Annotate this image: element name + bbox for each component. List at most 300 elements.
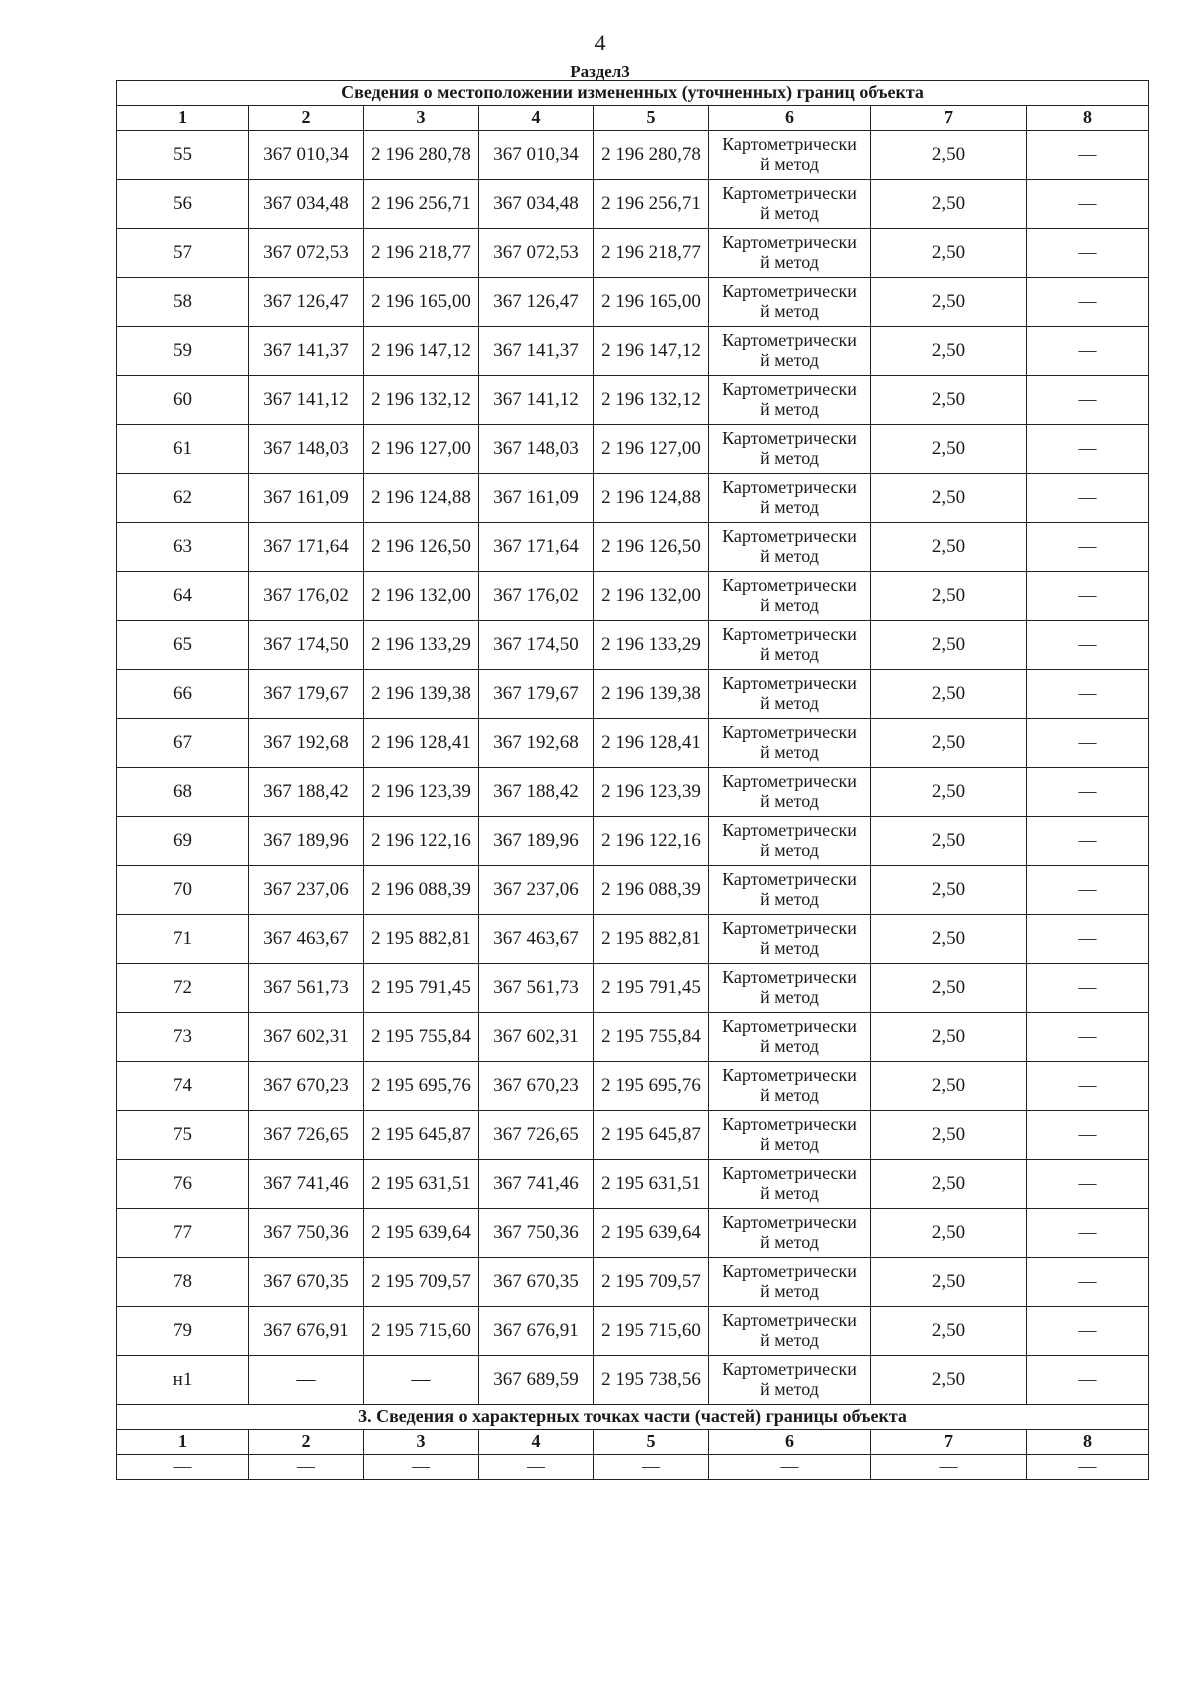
section-3-title: 3. Сведения о характерных точках части (частей) границы объекта — [117, 1405, 1149, 1430]
table-cell: 2 196 147,12 — [594, 327, 709, 376]
column-header: 6 — [709, 1430, 871, 1455]
table-cell: 2 196 133,29 — [364, 621, 479, 670]
method-cell — [709, 572, 871, 621]
table-cell: 68 — [117, 768, 249, 817]
method-cell — [709, 1307, 871, 1356]
method-line-2: й метод — [760, 350, 819, 370]
table-cell: 71 — [117, 915, 249, 964]
method-line-1: Картометрически — [722, 722, 857, 743]
method-line-2: й метод — [760, 1134, 819, 1154]
table-cell: 2 196 280,78 — [594, 131, 709, 180]
method-cell — [709, 1062, 871, 1111]
method-cell — [709, 670, 871, 719]
method-line-1: Картометрически — [722, 330, 857, 351]
table-cell: — — [1027, 523, 1149, 572]
method-line-2: й метод — [760, 1232, 819, 1252]
table-cell: 76 — [117, 1160, 249, 1209]
table-cell: 2 196 139,38 — [364, 670, 479, 719]
method-line-2: й метод — [760, 448, 819, 468]
table-cell: 2 195 738,56 — [594, 1356, 709, 1405]
table-cell: 79 — [117, 1307, 249, 1356]
table-cell: 57 — [117, 229, 249, 278]
method-line-2: й метод — [760, 252, 819, 272]
table-cell: 56 — [117, 180, 249, 229]
table-row — [117, 1111, 1149, 1160]
column-header: 2 — [249, 106, 364, 131]
method-line-2: й метод — [760, 595, 819, 615]
table-cell: 78 — [117, 1258, 249, 1307]
table-cell: — — [364, 1455, 479, 1480]
table-cell: 2 196 127,00 — [594, 425, 709, 474]
table-cell: — — [1027, 474, 1149, 523]
table-cell: 60 — [117, 376, 249, 425]
boundary-table — [116, 80, 1149, 1480]
table-cell: 2,50 — [871, 425, 1027, 474]
table-row — [117, 327, 1149, 376]
table-row — [117, 180, 1149, 229]
table-cell: — — [1027, 719, 1149, 768]
table-cell: 367 192,68 — [479, 719, 594, 768]
table-cell: 74 — [117, 1062, 249, 1111]
table-cell: 367 237,06 — [249, 866, 364, 915]
method-line-1: Картометрически — [722, 1310, 857, 1331]
table-row — [117, 964, 1149, 1013]
column-header: 1 — [117, 1430, 249, 1455]
table-row — [117, 425, 1149, 474]
table-cell: 367 141,12 — [479, 376, 594, 425]
table-cell: — — [1027, 915, 1149, 964]
table-cell: 2 195 631,51 — [594, 1160, 709, 1209]
table-row — [117, 719, 1149, 768]
table-cell: 367 188,42 — [249, 768, 364, 817]
table-cell: 2,50 — [871, 915, 1027, 964]
table-cell: 367 171,64 — [249, 523, 364, 572]
method-line-1: Картометрически — [722, 379, 857, 400]
method-cell — [709, 915, 871, 964]
table-cell: 367 670,23 — [479, 1062, 594, 1111]
table-cell: 2 195 709,57 — [594, 1258, 709, 1307]
table-row — [117, 131, 1149, 180]
table-row — [117, 474, 1149, 523]
method-cell — [709, 866, 871, 915]
table-cell: 2 196 218,77 — [364, 229, 479, 278]
method-cell — [709, 278, 871, 327]
column-header: 2 — [249, 1430, 364, 1455]
table-title: Сведения о местоположении измененных (уточненных) границ объекта — [117, 81, 1149, 106]
table-cell: 2 196 132,00 — [364, 572, 479, 621]
method-line-2: й метод — [760, 546, 819, 566]
method-line-2: й метод — [760, 987, 819, 1007]
method-cell — [709, 376, 871, 425]
table-cell: — — [709, 1455, 871, 1480]
method-cell — [709, 474, 871, 523]
table-cell: — — [594, 1455, 709, 1480]
column-header: 6 — [709, 106, 871, 131]
method-cell — [709, 131, 871, 180]
table-cell: 367 126,47 — [479, 278, 594, 327]
table-cell: 2 195 639,64 — [594, 1209, 709, 1258]
table-cell: 2,50 — [871, 474, 1027, 523]
table-cell: 2 196 280,78 — [364, 131, 479, 180]
table-cell: 2 195 645,87 — [364, 1111, 479, 1160]
table-cell: 64 — [117, 572, 249, 621]
table-cell: 66 — [117, 670, 249, 719]
method-cell — [709, 523, 871, 572]
table-row — [117, 670, 1149, 719]
method-line-2: й метод — [760, 1036, 819, 1056]
table-cell: 2 196 127,00 — [364, 425, 479, 474]
table-cell: — — [1027, 1062, 1149, 1111]
table-cell: — — [1027, 1258, 1149, 1307]
table-cell: 367 010,34 — [249, 131, 364, 180]
table-cell: 2 195 755,84 — [594, 1013, 709, 1062]
method-line-1: Картометрически — [722, 1261, 857, 1282]
table-cell: 2,50 — [871, 327, 1027, 376]
section-3-title-row — [117, 1405, 1149, 1430]
table-cell: 2,50 — [871, 621, 1027, 670]
table-cell: 367 741,46 — [479, 1160, 594, 1209]
method-line-1: Картометрически — [722, 820, 857, 841]
method-line-1: Картометрически — [722, 183, 857, 204]
table-cell: — — [1027, 1160, 1149, 1209]
method-line-1: Картометрически — [722, 526, 857, 547]
table-cell: 2 195 645,87 — [594, 1111, 709, 1160]
method-cell — [709, 817, 871, 866]
table-cell: 2,50 — [871, 1013, 1027, 1062]
table-row — [117, 1356, 1149, 1405]
method-line-1: Картометрически — [722, 1163, 857, 1184]
table-cell: 367 561,73 — [249, 964, 364, 1013]
table-body — [117, 81, 1149, 1480]
method-line-1: Картометрически — [722, 1359, 857, 1380]
method-cell — [709, 1111, 871, 1160]
table-cell: 59 — [117, 327, 249, 376]
table-row — [117, 1258, 1149, 1307]
table-cell: 2 196 123,39 — [594, 768, 709, 817]
method-cell — [709, 1160, 871, 1209]
table-cell: 2 196 122,16 — [364, 817, 479, 866]
table-cell: н1 — [117, 1356, 249, 1405]
table-cell: 2,50 — [871, 1160, 1027, 1209]
method-line-1: Картометрически — [722, 673, 857, 694]
table-cell: 367 072,53 — [479, 229, 594, 278]
table-cell: 2 195 882,81 — [364, 915, 479, 964]
table-cell: — — [1027, 278, 1149, 327]
table-cell: — — [1027, 817, 1149, 866]
table-cell: 67 — [117, 719, 249, 768]
column-header: 8 — [1027, 106, 1149, 131]
table-cell: — — [1027, 621, 1149, 670]
table-cell: 2,50 — [871, 1258, 1027, 1307]
table-cell: 2,50 — [871, 376, 1027, 425]
table-cell: — — [1027, 964, 1149, 1013]
method-line-1: Картометрически — [722, 771, 857, 792]
column-header: 7 — [871, 106, 1027, 131]
table-cell: — — [1027, 131, 1149, 180]
table-row — [117, 915, 1149, 964]
table-cell: — — [1027, 768, 1149, 817]
table-cell: 367 148,03 — [479, 425, 594, 474]
method-line-1: Картометрически — [722, 1065, 857, 1086]
method-line-2: й метод — [760, 1085, 819, 1105]
table-cell: 367 176,02 — [249, 572, 364, 621]
table-cell: 367 161,09 — [479, 474, 594, 523]
table-cell: 367 670,35 — [479, 1258, 594, 1307]
table-cell: 55 — [117, 131, 249, 180]
table-row — [117, 817, 1149, 866]
method-line-2: й метод — [760, 1183, 819, 1203]
table-cell: 367 602,31 — [479, 1013, 594, 1062]
method-line-2: й метод — [760, 203, 819, 223]
table-cell: 77 — [117, 1209, 249, 1258]
table-cell: 367 010,34 — [479, 131, 594, 180]
method-line-2: й метод — [760, 644, 819, 664]
table-cell: 2,50 — [871, 1111, 1027, 1160]
table-cell: 73 — [117, 1013, 249, 1062]
table-cell: 2 195 695,76 — [594, 1062, 709, 1111]
table-cell: — — [249, 1356, 364, 1405]
method-line-2: й метод — [760, 889, 819, 909]
table-cell: 2,50 — [871, 131, 1027, 180]
table-cell: 2 196 165,00 — [364, 278, 479, 327]
table-cell: 367 189,96 — [479, 817, 594, 866]
table-cell: 367 670,35 — [249, 1258, 364, 1307]
column-header: 3 — [364, 1430, 479, 1455]
method-line-2: й метод — [760, 497, 819, 517]
table-cell: 72 — [117, 964, 249, 1013]
table-cell: — — [117, 1455, 249, 1480]
method-line-1: Картометрически — [722, 624, 857, 645]
table-cell: 2 195 639,64 — [364, 1209, 479, 1258]
table-cell: — — [871, 1455, 1027, 1480]
table-cell: 367 171,64 — [479, 523, 594, 572]
table-cell: 367 726,65 — [479, 1111, 594, 1160]
table-row — [117, 523, 1149, 572]
table-cell: 2 196 256,71 — [594, 180, 709, 229]
table-cell: 2 195 715,60 — [364, 1307, 479, 1356]
table-row — [117, 621, 1149, 670]
method-cell — [709, 768, 871, 817]
table-cell: 2,50 — [871, 866, 1027, 915]
table-row — [117, 1455, 1149, 1480]
table-cell: 2 195 791,45 — [594, 964, 709, 1013]
table-cell: 63 — [117, 523, 249, 572]
method-line-2: й метод — [760, 1281, 819, 1301]
table-cell: 2 196 133,29 — [594, 621, 709, 670]
table-title-row — [117, 81, 1149, 106]
method-line-1: Картометрически — [722, 1016, 857, 1037]
method-cell — [709, 1258, 871, 1307]
table-cell: 2,50 — [871, 817, 1027, 866]
table-cell: 70 — [117, 866, 249, 915]
table-cell: 2 196 088,39 — [594, 866, 709, 915]
table-cell: 367 602,31 — [249, 1013, 364, 1062]
table-cell: 2 196 147,12 — [364, 327, 479, 376]
table-row — [117, 1062, 1149, 1111]
table-row — [117, 1307, 1149, 1356]
table-cell: — — [1027, 866, 1149, 915]
method-cell — [709, 1356, 871, 1405]
table-cell: — — [249, 1455, 364, 1480]
table-cell: — — [1027, 180, 1149, 229]
column-header: 5 — [594, 1430, 709, 1455]
method-line-2: й метод — [760, 154, 819, 174]
table-cell: 61 — [117, 425, 249, 474]
table-cell: 2 196 132,00 — [594, 572, 709, 621]
table-cell: 2,50 — [871, 1209, 1027, 1258]
table-cell: — — [1027, 1209, 1149, 1258]
table-cell: 2,50 — [871, 719, 1027, 768]
table-cell: 367 034,48 — [249, 180, 364, 229]
table-cell: — — [1027, 1455, 1149, 1480]
method-line-1: Картометрически — [722, 575, 857, 596]
table-row — [117, 278, 1149, 327]
table-cell: 367 034,48 — [479, 180, 594, 229]
table-cell: 65 — [117, 621, 249, 670]
method-line-1: Картометрически — [722, 232, 857, 253]
column-header: 7 — [871, 1430, 1027, 1455]
method-cell — [709, 621, 871, 670]
table-row — [117, 768, 1149, 817]
method-cell — [709, 1013, 871, 1062]
table-row — [117, 1160, 1149, 1209]
table-cell: 367 141,12 — [249, 376, 364, 425]
column-header-row — [117, 106, 1149, 131]
table-row — [117, 1013, 1149, 1062]
method-line-2: й метод — [760, 938, 819, 958]
table-cell: — — [364, 1356, 479, 1405]
table-cell: — — [1027, 1111, 1149, 1160]
method-line-2: й метод — [760, 1379, 819, 1399]
table-cell: — — [1027, 1307, 1149, 1356]
table-cell: 2 195 695,76 — [364, 1062, 479, 1111]
table-cell: 2,50 — [871, 180, 1027, 229]
method-cell — [709, 180, 871, 229]
method-line-2: й метод — [760, 791, 819, 811]
table-cell: — — [1027, 425, 1149, 474]
table-row — [117, 1209, 1149, 1258]
method-line-1: Картометрически — [722, 428, 857, 449]
table-cell: 367 072,53 — [249, 229, 364, 278]
method-cell — [709, 1209, 871, 1258]
table-cell: 75 — [117, 1111, 249, 1160]
table-cell: 2,50 — [871, 768, 1027, 817]
column-header: 4 — [479, 106, 594, 131]
table-cell: 367 192,68 — [249, 719, 364, 768]
table-cell: — — [479, 1455, 594, 1480]
table-cell: 367 726,65 — [249, 1111, 364, 1160]
method-line-1: Картометрически — [722, 1212, 857, 1233]
table-cell: 2 196 128,41 — [594, 719, 709, 768]
table-cell: 2,50 — [871, 229, 1027, 278]
table-cell: 2 196 124,88 — [364, 474, 479, 523]
table-cell: 367 189,96 — [249, 817, 364, 866]
method-cell — [709, 425, 871, 474]
method-line-2: й метод — [760, 399, 819, 419]
table-cell: 367 689,59 — [479, 1356, 594, 1405]
method-cell — [709, 964, 871, 1013]
table-cell: 2,50 — [871, 1062, 1027, 1111]
table-cell: 367 750,36 — [479, 1209, 594, 1258]
method-cell — [709, 229, 871, 278]
method-line-2: й метод — [760, 301, 819, 321]
method-line-1: Картометрически — [722, 1114, 857, 1135]
table-cell: 367 126,47 — [249, 278, 364, 327]
table-cell: 2 196 123,39 — [364, 768, 479, 817]
table-cell: 367 188,42 — [479, 768, 594, 817]
method-line-1: Картометрически — [722, 281, 857, 302]
method-line-1: Картометрически — [722, 869, 857, 890]
table-cell: — — [1027, 572, 1149, 621]
table-cell: 2 195 882,81 — [594, 915, 709, 964]
table-cell: 2 196 122,16 — [594, 817, 709, 866]
table-cell: 62 — [117, 474, 249, 523]
column-header: 8 — [1027, 1430, 1149, 1455]
table-cell: 2,50 — [871, 572, 1027, 621]
table-cell: 367 676,91 — [479, 1307, 594, 1356]
table-cell: 2 196 088,39 — [364, 866, 479, 915]
table-cell: — — [1027, 376, 1149, 425]
table-cell: 367 176,02 — [479, 572, 594, 621]
section-title: Раздел3 — [570, 62, 630, 81]
table-cell: 367 670,23 — [249, 1062, 364, 1111]
table-cell: 367 174,50 — [479, 621, 594, 670]
column-header-row — [117, 1430, 1149, 1455]
table-cell: 367 141,37 — [249, 327, 364, 376]
method-cell — [709, 719, 871, 768]
table-cell: 2 196 132,12 — [594, 376, 709, 425]
table-cell: — — [1027, 1356, 1149, 1405]
table-cell: 367 463,67 — [249, 915, 364, 964]
table-cell: 367 463,67 — [479, 915, 594, 964]
column-header: 4 — [479, 1430, 594, 1455]
column-header: 3 — [364, 106, 479, 131]
table-cell: 367 237,06 — [479, 866, 594, 915]
table-cell: — — [1027, 229, 1149, 278]
table-cell: 367 141,37 — [479, 327, 594, 376]
table-cell: 367 750,36 — [249, 1209, 364, 1258]
table-cell: 367 179,67 — [249, 670, 364, 719]
table-cell: 2 196 132,12 — [364, 376, 479, 425]
table-cell: 2 195 709,57 — [364, 1258, 479, 1307]
table-row — [117, 572, 1149, 621]
table-cell: — — [1027, 670, 1149, 719]
method-line-2: й метод — [760, 840, 819, 860]
table-cell: 367 179,67 — [479, 670, 594, 719]
table-row — [117, 376, 1149, 425]
table-cell: 2,50 — [871, 670, 1027, 719]
column-header: 5 — [594, 106, 709, 131]
table-cell: 2,50 — [871, 278, 1027, 327]
table-cell: 2 195 631,51 — [364, 1160, 479, 1209]
table-cell: — — [1027, 1013, 1149, 1062]
table-cell: 2,50 — [871, 1356, 1027, 1405]
column-header: 1 — [117, 106, 249, 131]
page-number: 4 — [594, 30, 606, 55]
method-cell — [709, 327, 871, 376]
table-cell: 2 196 256,71 — [364, 180, 479, 229]
table-cell: 2 195 755,84 — [364, 1013, 479, 1062]
table-cell: 2 196 128,41 — [364, 719, 479, 768]
method-line-2: й метод — [760, 693, 819, 713]
table-cell: 367 148,03 — [249, 425, 364, 474]
table-cell: 367 161,09 — [249, 474, 364, 523]
table-cell: 2,50 — [871, 523, 1027, 572]
table-cell: 367 676,91 — [249, 1307, 364, 1356]
method-line-1: Картометрически — [722, 134, 857, 155]
table-cell: 2,50 — [871, 1307, 1027, 1356]
table-cell: 367 561,73 — [479, 964, 594, 1013]
